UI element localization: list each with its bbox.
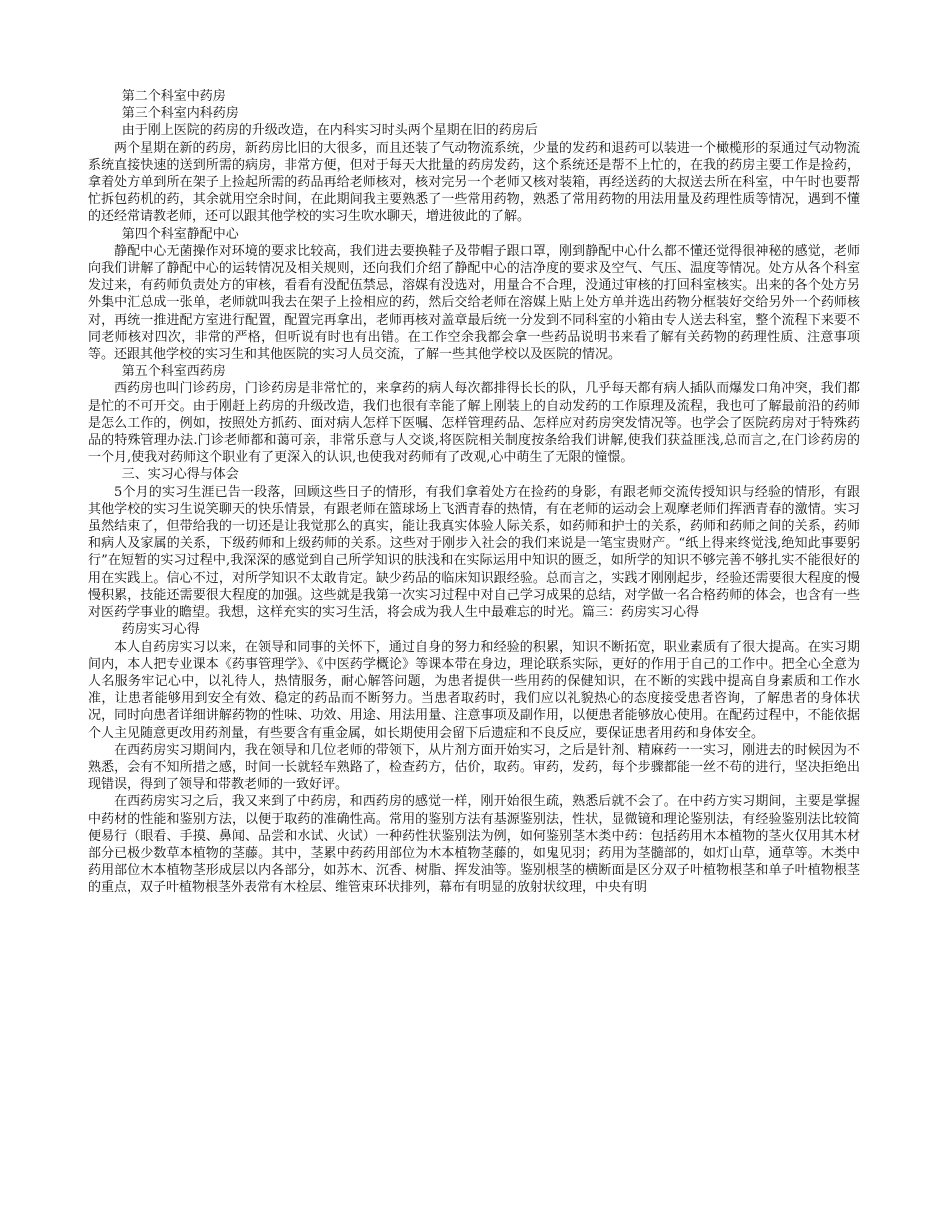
paragraph: 在西药房实习之后，我又来到了中药房，和西药房的感觉一样，刚开始很生疏，熟悉后就不会了。在中药方实习期间，主要是掌握中药材的性能和鉴别方法，以便于取药的准确性高。常用的鉴别方法有基源鉴别法，性状，显微镜和理论鉴别法，有经验鉴别法比较简便易行（眼看、手摸、鼻闻、品尝和水试、火试）一种药性状鉴别法为例，如何鉴别茎木类中药：包括药用木本植物的茎火仅用其木材部分已极少数草本植物的茎藤。其中，茎累中药药用部位为木本植物茎藤的，如鬼见羽；药用为茎髓部的，如灯山草，通草等。木类中药用部位木本植物茎形成层以内各部分，如苏木、沉香、树脂、挥发油等。鉴别根茎的横断面是区分双子叶植物根茎和单子叶植物根茎的重点，双子叶植物根茎外表常有木栓层、维管束环状排列，幕布有明显的放射状纹理，中央有明 bbox=[88, 794, 860, 896]
section-heading-reflections: 三、实习心得与体会 bbox=[121, 467, 239, 483]
paragraph: 本人自药房实习以来，在领导和同事的关怀下，通过自身的努力和经验的积累，知识不断拓宽，职业素质有了很大提高。在实习期间内，本人把专业课本《药事管理学》、《中医药学概论》等课本带在身边，理论联系实际，更好的作用于自己的工作中。把全心全意为人名服务牢记心中，以礼待人，热情服务，耐心解答问题，为患者提供一些用药的保健知识，在不断的实践中提高自身素质和工作水准，让患者能够用到安全有效、稳定的药品而不断努力。当患者取药时，我们应以礼貌热心的态度接受患者咨询，了解患者的身体状况，同时向患者详细讲解药物的性味、功效、用途、用法用量、注意事项及副作用，以便患者能够放心使用。在配药过程中，不能依据个人主见随意更改用药剂量，有些要含有重金属，如长期使用会留下后遗症和不良反应，要保证患者用药和身体安全。 bbox=[88, 639, 860, 741]
paragraph: 两个星期在新的药房，新药房比旧的大很多，而且还装了气动物流系统，少量的发药和退药可以装进一个橄榄形的泵通过气动物流系统直接快速的送到所需的病房，非常方便，但对于每天大批量的药房发药，这个系统还是帮不上忙的，在我的药房主要工作是捡药，拿着处方单到所在架子上捡起所需的药品再给老师核对，核对完另一个老师又核对装箱，再经送药的大叔送去所在科室，中午时也要帮忙拆包药机的药，其余就用空余时间，在此期间我主要熟悉了一些常用药物，熟悉了常用药物的用法用量及药理性质等情况，遇到不懂的还经常请教老师，还可以跟其他学校的实习生吹水聊天，增进彼此的了解。 bbox=[88, 140, 860, 225]
paragraph: 西药房也叫门诊药房，门诊药房是非常忙的，来拿药的病人每次都排得长长的队，几乎每天都有病人插队而爆发口角冲突，我们都是忙的不可开交。由于刚赶上药房的升级改造，我们也很有幸能了解上刚装上的自动发药的工作原理及流程，我也可了解最前沿的药师是怎么工作的，例如，按照处方抓药、面对病人怎样下医嘱、怎样管理药品、怎样应对药房突发情况等。也学会了医院药房对于特殊药品的特殊管理办法.门诊老师都和蔼可亲，非常乐意与人交谈,将医院相关制度按条给我们讲解,使我们获益匪浅,总而言之,在门诊药房的一个月,使我对药师这个职业有了更深入的认识,也使我对药师有了改观,心中萌生了无限的憧憬。 bbox=[88, 381, 860, 466]
intro-line: 由于刚上医院的药房的升级改造，在内科实习时头两个星期在旧的药房后 bbox=[121, 123, 538, 139]
document-body bbox=[88, 88, 860, 897]
section-heading-pharmacy-4: 第四个科室静配中心 bbox=[121, 226, 239, 242]
paragraph: 在西药房实习期间内，我在领导和几位老师的带领下，从片剂方面开始实习，之后是针剂、精麻药一一实习，刚进去的时候因为不熟悉，会有不知所措之感，时间一长就轻车熟路了，检查药方，估价，取药。审药，发药，每个步骤都能一丝不苟的进行，坚决拒绝出现错误，得到了领导和带教老师的一致好评。 bbox=[88, 742, 860, 793]
section-heading-pharmacy-3: 第三个科室内科药房 bbox=[121, 106, 239, 122]
section-heading-internship-notes: 药房实习心得 bbox=[121, 622, 200, 638]
paragraph: 静配中心无菌操作对环境的要求比较高，我们进去要换鞋子及带帽子跟口罩，刚到静配中心什么都不懂还觉得很神秘的感觉，老师向我们讲解了静配中心的运转情况及相关规则，还向我们介绍了静配中心的洁净度的要求及空气、气压、温度等情况。处方从各个科室发过来，有药师负责处方的审核，看看有没配伍禁忌，溶媒有没选对，用量合不合理，没通过审核的打回科室核实。出来的各个处方另外集中汇总成一张单，老师就叫我去在架子上捡相应的药，然后交给老师在溶媒上贴上处方单并选出药物分框装好交给另外一个药师核对，再统一推进配方室进行配置，配置完再拿出，老师再核对盖章最后统一分发到不同科室的小箱由专人送去科室，整个流程下来要不同老师核对四次，非常的严格，但听说有时也有出错。在工作空余我都会拿一些药品说明书来看了解有关药物的药理性质、注意事项等。还跟其他学校的实习生和其他医院的实习人员交流，了解一些其他学校以及医院的情况。 bbox=[88, 243, 860, 363]
section-heading-pharmacy-5: 第五个科室西药房 bbox=[121, 364, 226, 380]
section-heading-pharmacy-2: 第二个科室中药房 bbox=[121, 89, 226, 104]
paragraph: 5个月的实习生涯已告一段落，回顾这些日子的情形，有我们拿着处方在捡药的身影，有跟老师交流传授知识与经验的情形，有跟其他学校的实习生说笑聊天的快乐情景，有跟老师在篮球场上飞洒青春的热情，有在老师的运动会上观摩老师们挥洒青春的激情。实习虽然结束了，但带给我的一切还是让我觉那么的真实，能让我真实体验人际关系，如药师和护士的关系，药师和药师之间的关系，药师和病人及家属的关系，下级药师和上级药师的关系。这些对于刚步入社会的我们来说是一笔宝贵财产。“纸上得来终觉浅,绝知此事要躬行”在短暂的实习过程中,我深深的感觉到自己所学知识的肤浅和在实际运用中知识的匮乏，如所学的知识不够完善不够扎实不能很好的用在实践上。信心不过，对所学知识不太敢肯定。缺少药品的临床知识跟经验。总而言之，实践才刚刚起步，经验还需要很大程度的慢慢积累，技能还需要很大程度的加强。这些就是我第一次实习过程中对自己学习成果的总结，对学做一名合格药师的体会，也含有一些对医药学事业的瞻望。我想，这样充实的实习生活，将会成为我人生中最难忘的时光。篇三：药房实习心得 bbox=[88, 484, 860, 621]
